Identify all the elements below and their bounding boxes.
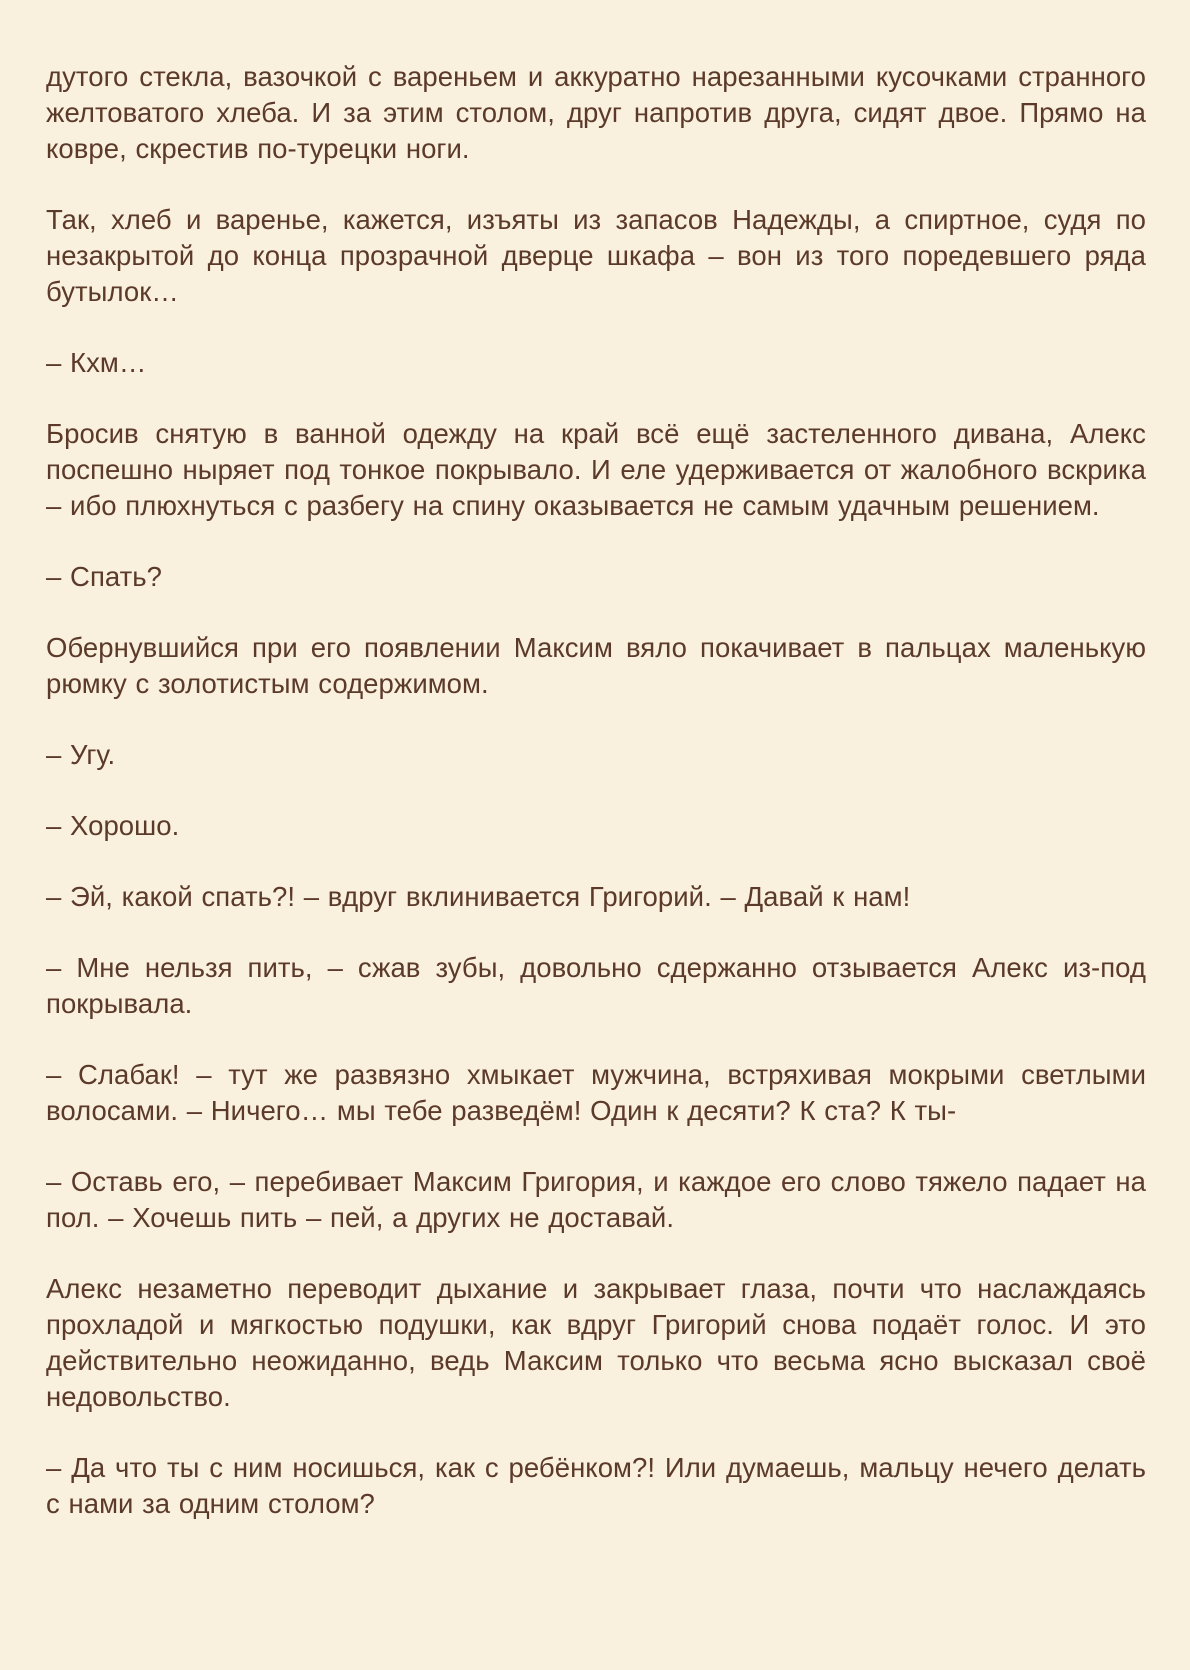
paragraph: Так, хлеб и варенье, кажется, изъяты из запасов Надежды, а спиртное, судя по незакрытой до конца прозрачной дверце шкафа – вон из того поредевшего ряда бутылок… (46, 204, 1146, 307)
dialogue-line: – Угу. (46, 739, 116, 770)
dialogue-line: – Мне нельзя пить, – сжав зубы, довольно сдержанно отзывается Алекс из-под покрывала. (46, 952, 1146, 1019)
dialogue-line: – Спать? (46, 561, 162, 592)
paragraph: Обернувшийся при его появлении Максим вяло покачивает в пальцах маленькую рюмку с золотистым содержимом. (46, 632, 1146, 699)
paragraph: Алекс незаметно переводит дыхание и закрывает глаза, почти что наслаждаясь прохладой и мягкостью подушки, как вдруг Григорий снова подаёт голос. И это действительно неожиданно, ведь Максим только что весьма ясно высказал своё недовольство. (46, 1273, 1146, 1412)
dialogue-line: – Кхм… (46, 347, 147, 378)
dialogue-line: – Хорошо. (46, 810, 180, 841)
dialogue-line: – Эй, какой спать?! – вдруг вклинивается Григорий. – Давай к нам! (46, 881, 911, 912)
dialogue-line: – Слабак! – тут же развязно хмыкает мужчина, встряхивая мокрыми светлыми волосами. – Ничего… мы тебе разведём! Один к десяти? К ста? К ты- (46, 1059, 1146, 1126)
paragraph: дутого стекла, вазочкой с вареньем и аккуратно нарезанными кусочками странного желтоватого хлеба. И за этим столом, друг напротив друга, сидят двое. Прямо на ковре, скрестив по-турецки ноги. (46, 61, 1146, 164)
dialogue-line: – Да что ты с ним носишься, как с ребёнком?! Или думаешь, мальцу нечего делать с нами за одним столом? (46, 1452, 1146, 1519)
dialogue-line: – Оставь его, – перебивает Максим Григория, и каждое его слово тяжело падает на пол. – Хочешь пить – пей, а других не доставай. (46, 1166, 1146, 1233)
paragraph: Бросив снятую в ванной одежду на край всё ещё застеленного дивана, Алекс поспешно ныряет под тонкое покрывало. И еле удерживается от жалобного вскрика – ибо плюхнуться с разбегу на спину оказывается не самым удачным решением. (46, 418, 1146, 521)
